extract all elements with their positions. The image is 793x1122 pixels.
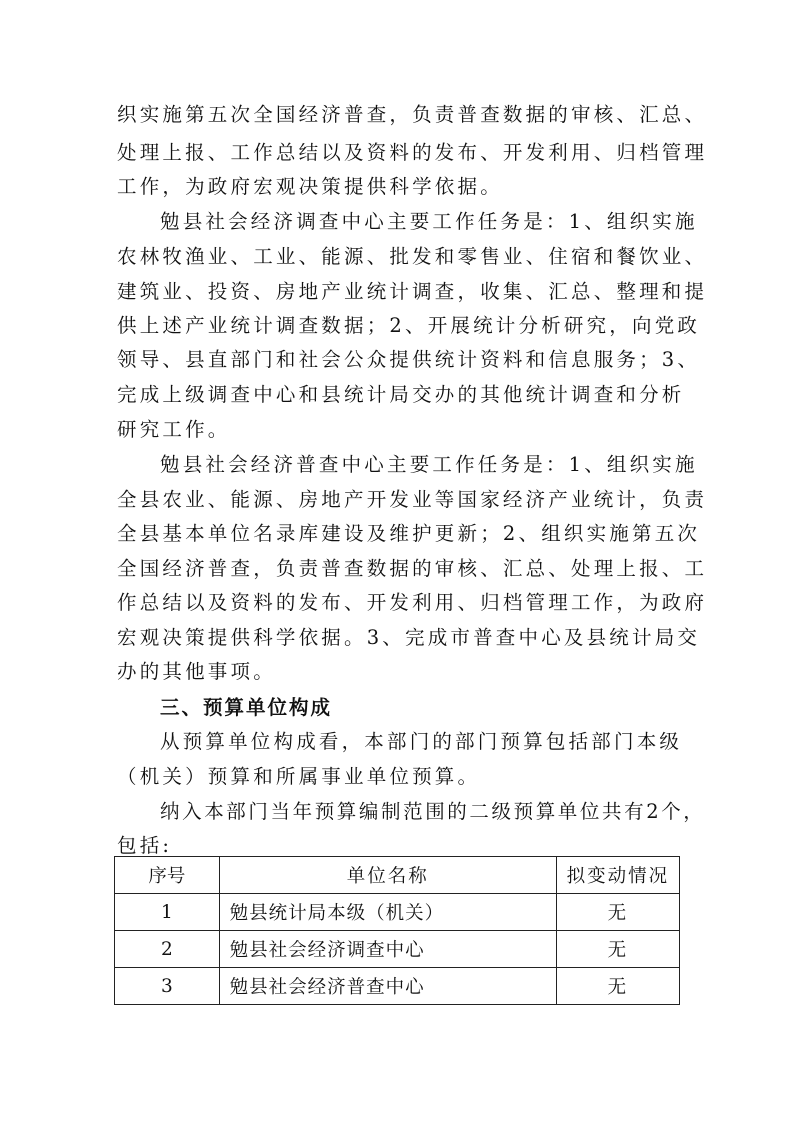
paragraph-line: 纳入本部门当年预算编制范围的二级预算单位共有2个， <box>160 800 706 823</box>
paragraph-line: 全县农业、能源、房地产开发业等国家经济产业统计，负责 <box>117 488 708 511</box>
paragraph-line: 工作，为政府宏观决策提供科学依据。 <box>117 175 503 198</box>
cell-change-status: 无 <box>556 968 679 1005</box>
column-header-number: 序号 <box>115 857 220 894</box>
budget-units-table <box>114 856 680 1005</box>
paragraph-line: （机关）预算和所属事业单位预算。 <box>117 765 481 788</box>
cell-number: 3 <box>115 968 220 1005</box>
paragraph-line: 办的其他事项。 <box>117 660 276 683</box>
paragraph-line: 作总结以及资料的发布、开发利用、归档管理工作，为政府 <box>117 591 708 614</box>
cell-unit-name: 勉县社会经济调查中心 <box>219 931 556 968</box>
paragraph-line: 完成上级调查中心和县统计局交办的其他统计调查和分析 <box>117 383 685 406</box>
cell-unit-name: 勉县社会经济普查中心 <box>219 968 556 1005</box>
table-row <box>115 894 680 931</box>
cell-change-status: 无 <box>556 894 679 931</box>
paragraph-line: 宏观决策提供科学依据。3、完成市普查中心及县统计局交 <box>117 626 701 649</box>
paragraph-line: 勉县社会经济普查中心主要工作任务是：1、组织实施 <box>160 453 698 476</box>
table-row <box>115 968 680 1005</box>
cell-unit-name: 勉县统计局本级（机关） <box>219 894 556 931</box>
paragraph-line: 全县基本单位名录库建设及维护更新；2、组织实施第五次 <box>117 522 701 545</box>
paragraph-line: 领导、县直部门和社会公众提供统计资料和信息服务；3、 <box>117 348 701 371</box>
section-heading: 三、预算单位构成 <box>160 696 333 719</box>
table-row <box>115 931 680 968</box>
cell-number: 1 <box>115 894 220 931</box>
column-header-change-status: 拟变动情况 <box>556 857 679 894</box>
table-header-row <box>115 857 680 894</box>
paragraph-line: 农林牧渔业、工业、能源、批发和零售业、住宿和餐饮业、 <box>117 245 708 268</box>
paragraph-line: 包括: <box>117 834 173 857</box>
paragraph-line: 从预算单位构成看，本部门的部门预算包括部门本级 <box>160 730 683 753</box>
cell-change-status: 无 <box>556 931 679 968</box>
column-header-unit-name: 单位名称 <box>219 857 556 894</box>
paragraph-line: 研究工作。 <box>117 418 231 441</box>
cell-number: 2 <box>115 931 220 968</box>
paragraph-line: 建筑业、投资、房地产业统计调查，收集、汇总、整理和提 <box>117 280 708 303</box>
paragraph-line: 全国经济普查，负责普查数据的审核、汇总、处理上报、工 <box>117 557 708 580</box>
paragraph-line: 织实施第五次全国经济普查，负责普查数据的审核、汇总、 <box>117 103 708 126</box>
paragraph-line: 勉县社会经济调查中心主要工作任务是：1、组织实施 <box>160 210 698 233</box>
paragraph-line: 供上述产业统计调查数据；2、开展统计分析研究，向党政 <box>117 314 701 337</box>
paragraph-line: 处理上报、工作总结以及资料的发布、开发利用、归档管理 <box>117 141 708 164</box>
